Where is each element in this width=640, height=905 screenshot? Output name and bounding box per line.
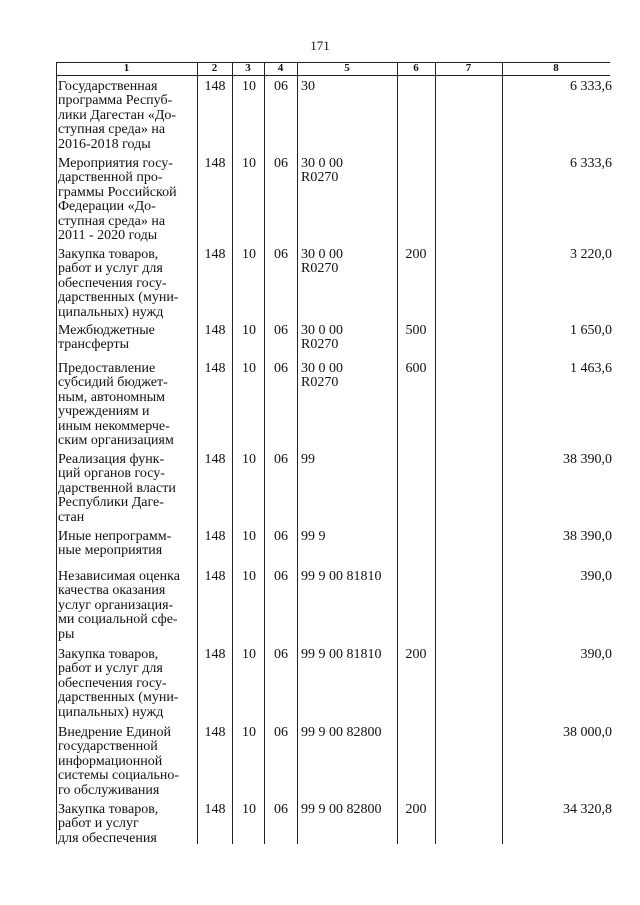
row-name: Государственная программа Респуб- лики Дагестан «До- ступная среда» на 2016-2018 годы <box>58 79 177 152</box>
col-8-value: 1 463,6 <box>570 361 612 376</box>
header-cell: 7 <box>465 62 472 74</box>
col-3-value: 10 <box>242 79 256 94</box>
row-name: Предоставление субсидий бюджет- ным, автономным учреждениям и иным некоммерче- ским организациям <box>58 361 174 449</box>
col-5-value: 30 0 00 R0270 <box>301 323 343 353</box>
col-3-value: 10 <box>242 247 256 262</box>
grid-line <box>56 75 610 76</box>
col-3-value: 10 <box>242 569 256 584</box>
col-8-value: 390,0 <box>580 647 612 662</box>
col-6-value: 200 <box>405 647 427 662</box>
col-2-value: 148 <box>204 569 226 584</box>
header-cell: 3 <box>245 62 251 74</box>
col-2-value: 148 <box>204 647 226 662</box>
col-2-value: 148 <box>204 529 226 544</box>
col-8-value: 6 333,6 <box>570 156 612 171</box>
col-3-value: 10 <box>242 156 256 171</box>
col-3-value: 10 <box>242 647 256 662</box>
header-cell: 6 <box>413 62 419 74</box>
col-2-value: 148 <box>204 156 226 171</box>
header-cell: 1 <box>123 62 130 74</box>
budget-table <box>56 62 610 844</box>
col-4-value: 06 <box>274 452 288 467</box>
col-8-value: 38 000,0 <box>563 725 612 740</box>
col-5-value: 99 9 <box>301 529 326 544</box>
grid-line <box>232 62 233 844</box>
header-cell: 5 <box>344 62 350 74</box>
col-5-value: 30 0 00 R0270 <box>301 361 343 391</box>
grid-line <box>435 62 436 844</box>
col-5-value: 30 0 00 R0270 <box>301 156 343 186</box>
col-3-value: 10 <box>242 802 256 817</box>
col-2-value: 148 <box>204 247 226 262</box>
col-5-value: 99 9 00 82800 <box>301 725 382 740</box>
col-4-value: 06 <box>274 156 288 171</box>
grid-line <box>397 62 398 844</box>
col-3-value: 10 <box>242 725 256 740</box>
col-4-value: 06 <box>274 802 288 817</box>
row-name: Закупка товаров, работ и услуг для обеспечения госу- дарственных (муни- ципальных) нужд <box>58 647 179 720</box>
col-8-value: 3 220,0 <box>570 247 612 262</box>
col-8-value: 6 333,6 <box>570 79 612 94</box>
col-5-value: 99 9 00 81810 <box>301 647 382 662</box>
col-4-value: 06 <box>274 79 288 94</box>
col-2-value: 148 <box>204 802 226 817</box>
col-3-value: 10 <box>242 452 256 467</box>
col-5-value: 30 0 00 R0270 <box>301 247 343 277</box>
row-name: Независимая оценка качества оказания услуг организация- ми социальной сфе- ры <box>58 569 180 642</box>
grid-line <box>297 62 298 844</box>
col-8-value: 390,0 <box>580 569 612 584</box>
col-5-value: 99 <box>301 452 315 467</box>
col-6-value: 500 <box>405 323 427 338</box>
col-8-value: 38 390,0 <box>563 452 612 467</box>
header-cell: 8 <box>553 62 559 74</box>
col-2-value: 148 <box>204 361 226 376</box>
col-4-value: 06 <box>274 725 288 740</box>
col-2-value: 148 <box>204 323 226 338</box>
row-name: Внедрение Единой государственной информационной системы социально- го обслуживания <box>58 725 180 798</box>
col-2-value: 148 <box>204 725 226 740</box>
col-4-value: 06 <box>274 247 288 262</box>
col-2-value: 148 <box>204 79 226 94</box>
col-4-value: 06 <box>274 647 288 662</box>
col-3-value: 10 <box>242 361 256 376</box>
row-name: Закупка товаров, работ и услуг для обеспечения <box>58 802 159 846</box>
col-4-value: 06 <box>274 323 288 338</box>
table-header <box>56 62 610 75</box>
col-3-value: 10 <box>242 323 256 338</box>
row-name: Реализация функ- ций органов госу- дарственной власти Республики Даге- стан <box>58 452 176 525</box>
row-name: Мероприятия госу- дарственной про- граммы Российской Федерации «До- ступная среда» на 2011 - 2020 годы <box>58 156 177 244</box>
col-8-value: 1 650,0 <box>570 323 612 338</box>
header-cell: 4 <box>277 62 284 74</box>
row-name: Иные непрограмм- ные мероприятия <box>58 529 172 559</box>
row-name: Закупка товаров, работ и услуг для обеспечения госу- дарственных (муни- ципальных) нужд <box>58 247 179 320</box>
col-4-value: 06 <box>274 361 288 376</box>
col-5-value: 30 <box>301 79 315 94</box>
col-4-value: 06 <box>274 569 288 584</box>
col-5-value: 99 9 00 81810 <box>301 569 382 584</box>
col-2-value: 148 <box>204 452 226 467</box>
col-8-value: 34 320,8 <box>563 802 612 817</box>
grid-line <box>264 62 265 844</box>
grid-line <box>502 62 503 844</box>
col-6-value: 600 <box>405 361 427 376</box>
col-4-value: 06 <box>274 529 288 544</box>
col-6-value: 200 <box>405 247 427 262</box>
col-3-value: 10 <box>242 529 256 544</box>
col-6-value: 200 <box>405 802 427 817</box>
grid-line <box>56 62 57 844</box>
col-8-value: 38 390,0 <box>563 529 612 544</box>
col-5-value: 99 9 00 82800 <box>301 802 382 817</box>
page-number: 171 <box>310 38 330 53</box>
row-name: Межбюджетные трансферты <box>58 323 155 353</box>
header-cell: 2 <box>211 62 218 74</box>
